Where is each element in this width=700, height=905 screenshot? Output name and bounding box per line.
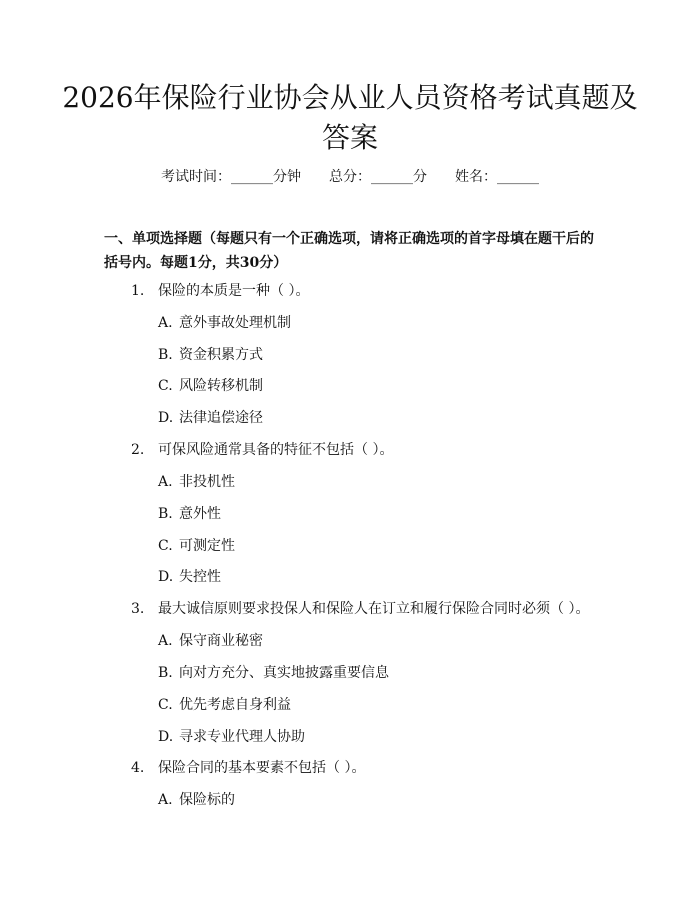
question-number: 3.	[131, 601, 145, 617]
option-letter: C.	[158, 378, 173, 394]
option-2a	[158, 472, 235, 492]
option-letter: A.	[158, 633, 173, 649]
option-letter: A.	[158, 474, 173, 490]
option-3b	[158, 663, 389, 683]
option-1c	[158, 376, 263, 396]
option-letter: D.	[158, 410, 174, 426]
total-score-label: 总分：______分	[329, 169, 427, 185]
option-letter: B.	[158, 347, 173, 363]
option-text: 向对方充分、真实地披露重要信息	[179, 665, 389, 681]
option-text: 失控性	[179, 569, 221, 585]
option-text: 资金积累方式	[179, 347, 263, 363]
option-text: 寻求专业代理人协助	[179, 729, 305, 745]
option-4a	[158, 790, 235, 810]
question-number: 4.	[131, 760, 145, 776]
question-2	[131, 440, 393, 460]
option-2d	[158, 567, 221, 587]
option-letter: B.	[158, 665, 173, 681]
option-text: 非投机性	[179, 474, 235, 490]
question-number: 1.	[131, 283, 145, 299]
option-letter: D.	[158, 569, 174, 585]
question-4	[131, 758, 365, 778]
option-letter: A.	[158, 792, 173, 808]
option-letter: B.	[158, 506, 173, 522]
option-3d	[158, 727, 305, 747]
option-2c	[158, 536, 235, 556]
option-2b	[158, 504, 221, 524]
option-text: 保险标的	[179, 792, 235, 808]
option-text: 法律追偿途径	[179, 410, 263, 426]
option-text: 意外性	[179, 506, 221, 522]
option-3c	[158, 695, 291, 715]
option-letter: C.	[158, 697, 173, 713]
question-1	[131, 281, 309, 301]
option-text: 风险转移机制	[179, 378, 263, 394]
option-1a	[158, 313, 291, 333]
option-text: 可测定性	[179, 538, 235, 554]
question-number: 2.	[131, 442, 145, 458]
exam-meta-line	[0, 166, 700, 188]
option-letter: C.	[158, 538, 173, 554]
option-letter: A.	[158, 315, 173, 331]
question-3	[131, 599, 589, 619]
question-text: 保险的本质是一种（ ）。	[158, 283, 310, 299]
option-letter: D.	[158, 729, 174, 745]
option-3a	[158, 631, 263, 651]
option-text: 保守商业秘密	[179, 633, 263, 649]
option-text: 意外事故处理机制	[179, 315, 291, 331]
section-heading: 一、单项选择题（每题只有一个正确选项，请将正确选项的首字母填在题干后的括号内。每题1分，共30分）	[104, 231, 594, 271]
name-label: 姓名：______	[455, 169, 539, 185]
page-title: 2026年保险行业协会从业人员资格考试真题及答案	[62, 81, 638, 154]
question-text: 可保风险通常具备的特征不包括（ ）。	[158, 442, 394, 458]
option-text: 优先考虑自身利益	[179, 697, 291, 713]
question-text: 保险合同的基本要素不包括（ ）。	[158, 760, 366, 776]
question-text: 最大诚信原则要求投保人和保险人在订立和履行保险合同时必须（ ）。	[158, 601, 590, 617]
option-1d	[158, 408, 263, 428]
option-1b	[158, 345, 263, 365]
exam-time-label: 考试时间：______分钟	[161, 169, 301, 185]
